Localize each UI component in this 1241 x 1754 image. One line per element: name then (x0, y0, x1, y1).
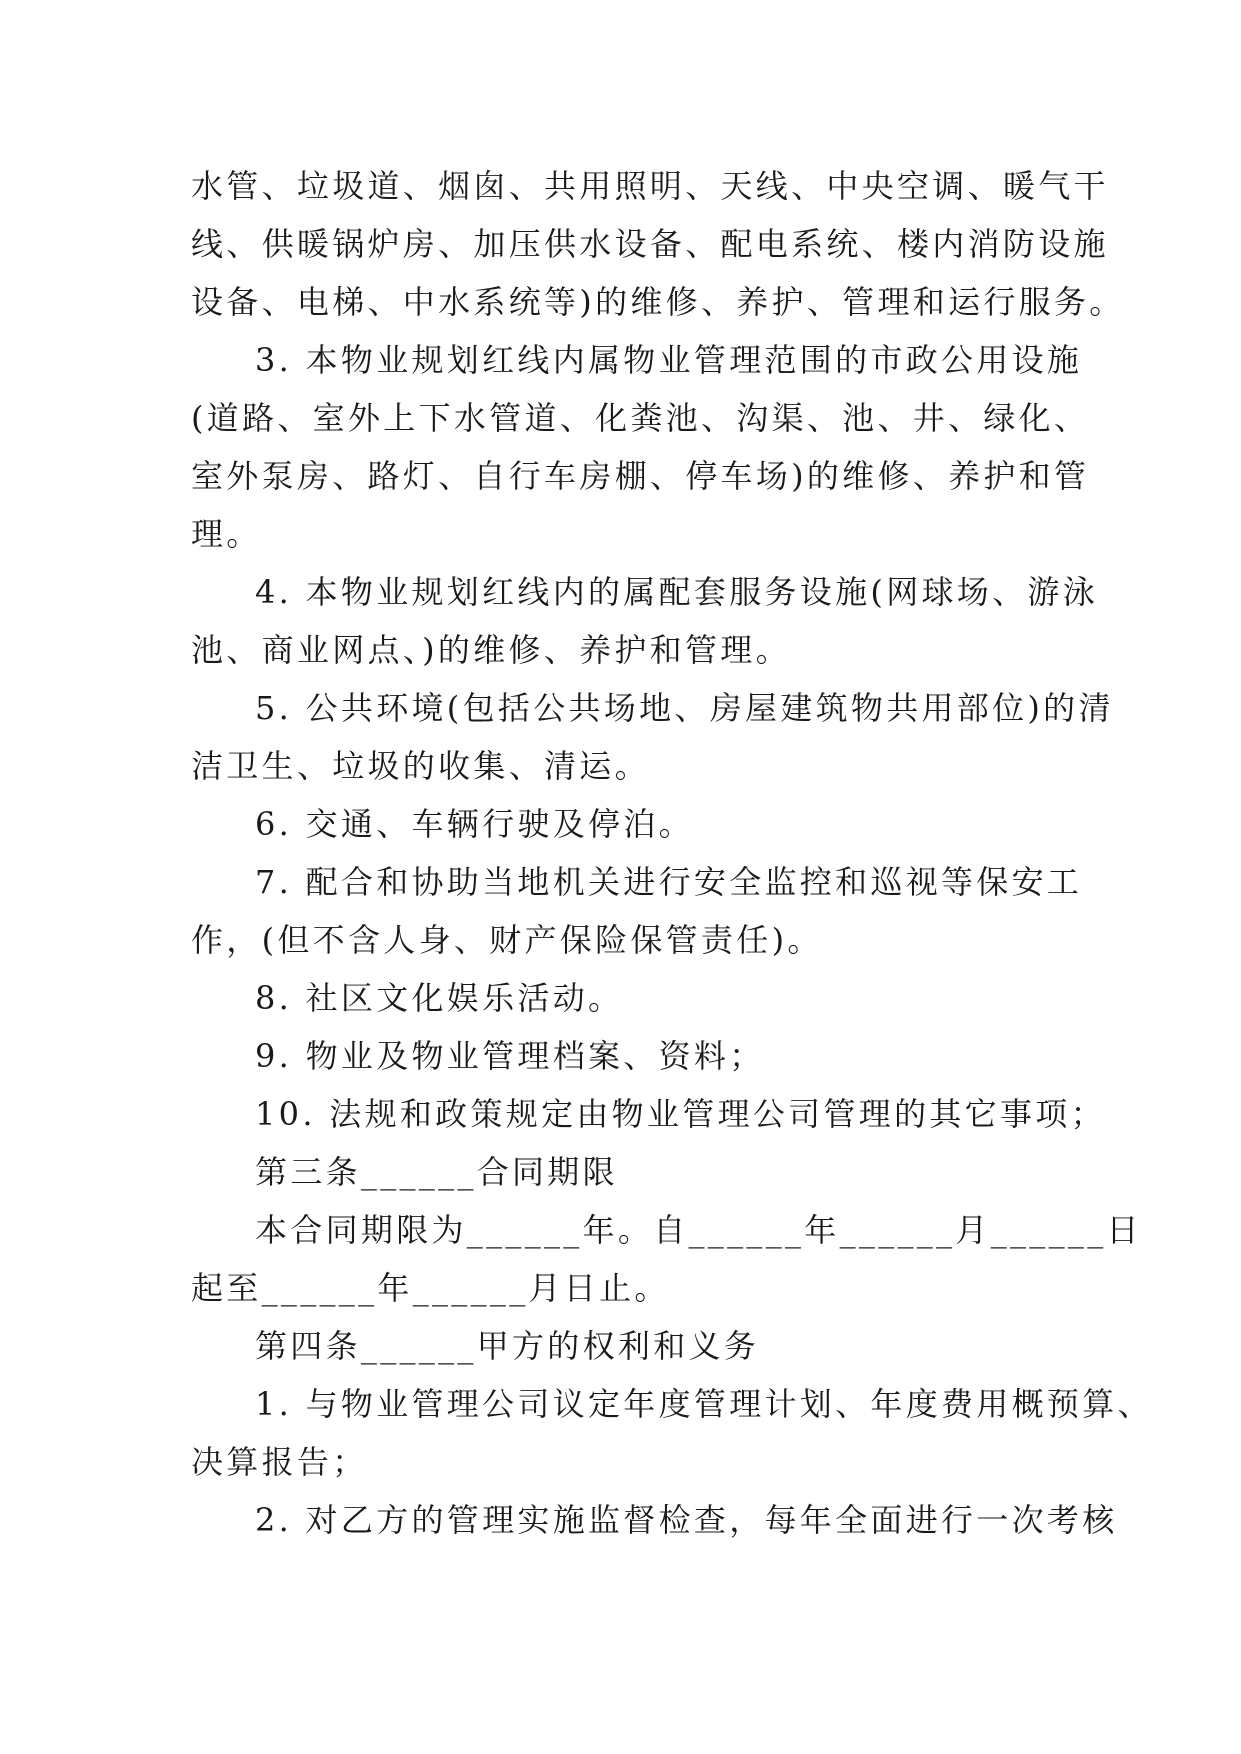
text-line: 3. 本物业规划红线内属物业管理范围的市政公用设施 (255, 341, 1083, 379)
section-heading: 第三条______合同期限 (255, 1153, 618, 1191)
text-line: 池、商业网点、)的维修、养护和管理。 (191, 631, 791, 669)
text-line: 水管、垃圾道、烟囱、共用照明、天线、中央空调、暖气干 (191, 167, 1109, 205)
text-line: 1. 与物业管理公司议定年度管理计划、年度费用概预算、 (255, 1385, 1153, 1423)
text-line: 5. 公共环境(包括公共场地、房屋建筑物共用部位)的清 (255, 689, 1114, 727)
section-heading: 第四条______甲方的权利和义务 (255, 1327, 760, 1365)
text-line: (道路、室外上下水管道、化粪池、沟渠、池、井、绿化、 (191, 399, 1090, 437)
text-line: 2. 对乙方的管理实施监督检查，每年全面进行一次考核 (255, 1501, 1118, 1539)
text-line: 7. 配合和协助当地机关进行安全监控和巡视等保安工 (255, 863, 1083, 901)
text-line: 8. 社区文化娱乐活动。 (255, 979, 624, 1017)
text-line: 4. 本物业规划红线内的属配套服务设施(网球场、游泳 (255, 573, 1098, 611)
text-line: 决算报告； (191, 1443, 368, 1481)
text-line: 本合同期限为______年。自______年______月______日 (255, 1211, 1142, 1249)
text-line: 洁卫生、垃圾的收集、清运。 (191, 747, 650, 785)
text-line: 线、供暖锅炉房、加压供水设备、配电系统、楼内消防设施 (191, 225, 1109, 263)
text-line: 起至______年______月日止。 (191, 1269, 670, 1307)
text-line: 室外泵房、路灯、自行车房棚、停车场)的维修、养护和管 (191, 457, 1090, 495)
text-line: 9. 物业及物业管理档案、资料； (255, 1037, 765, 1075)
text-line: 理。 (191, 515, 262, 553)
text-line: 作，(但不含人身、财产保险保管责任)。 (191, 921, 823, 959)
text-line: 6. 交通、车辆行驶及停泊。 (255, 805, 694, 843)
text-line: 10. 法规和政策规定由物业管理公司管理的其它事项； (255, 1095, 1106, 1133)
text-line: 设备、电梯、中水系统等)的维修、养护、管理和运行服务。 (191, 283, 1125, 321)
